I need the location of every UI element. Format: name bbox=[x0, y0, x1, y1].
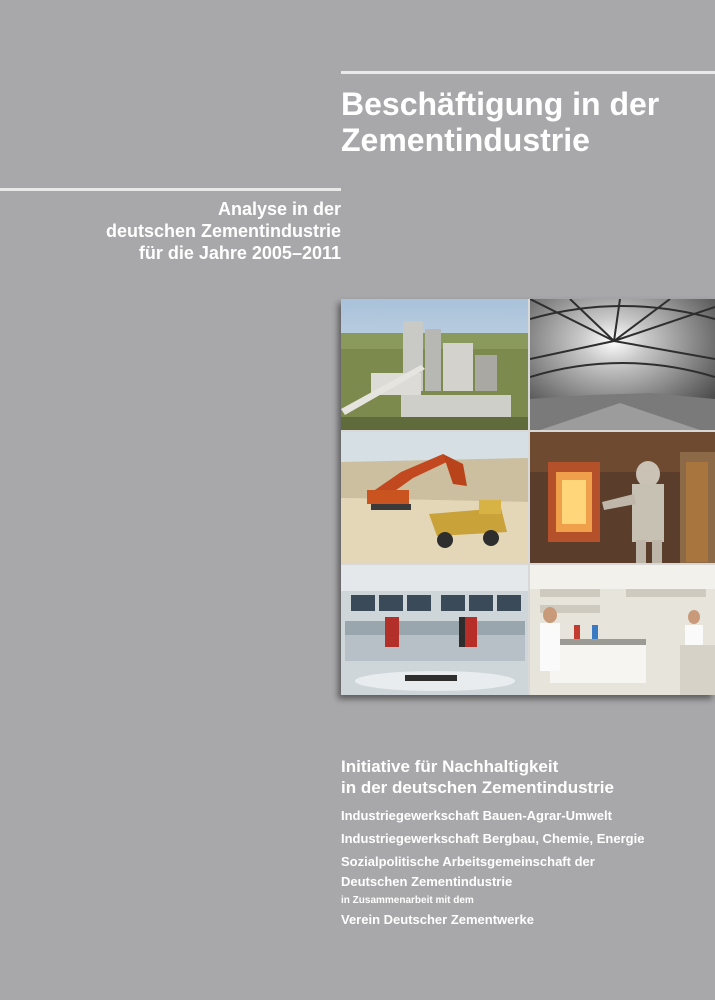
subtitle-line: Analyse in der bbox=[217, 199, 341, 219]
subtitle-line: für die Jahre 2005–2011 bbox=[138, 243, 341, 263]
partner-sozialpolitische-ag: Sozialpolitische Arbeitsgemeinschaft der bbox=[341, 854, 595, 869]
partner-ig-bce: Industriegewerkschaft Bergbau, Chemie, Energie bbox=[341, 831, 645, 846]
subtitle bbox=[0, 198, 341, 264]
photo-quarry bbox=[341, 432, 528, 563]
photo-collage bbox=[341, 299, 715, 695]
photo-control-room bbox=[341, 565, 528, 695]
title-line: Zementindustrie bbox=[341, 122, 590, 158]
photo-kiln-worker bbox=[530, 432, 715, 563]
partner-vdz: Verein Deutscher Zementwerke bbox=[341, 912, 534, 927]
subtitle-line: deutschen Zementindustrie bbox=[105, 221, 341, 241]
title-line: Beschäftigung in der bbox=[341, 86, 660, 122]
partner-ig-bau: Industriegewerkschaft Bauen-Agrar-Umwelt bbox=[341, 808, 612, 823]
middle-divider bbox=[0, 188, 341, 191]
photo-cement-plant bbox=[341, 299, 528, 430]
photo-laboratory bbox=[530, 565, 715, 695]
top-divider bbox=[341, 71, 715, 74]
initiative-line: in der deutschen Zementindustrie bbox=[341, 778, 614, 797]
initiative-line: Initiative für Nachhaltigkeit bbox=[341, 757, 559, 776]
cooperation-note: in Zusammenarbeit mit dem bbox=[341, 895, 474, 906]
initiative-heading bbox=[341, 756, 711, 798]
partner-sozialpolitische-ag-line2: Deutschen Zementindustrie bbox=[341, 874, 513, 889]
page-title bbox=[341, 86, 711, 158]
photo-storage-dome bbox=[530, 299, 715, 430]
partner-list bbox=[341, 806, 713, 933]
